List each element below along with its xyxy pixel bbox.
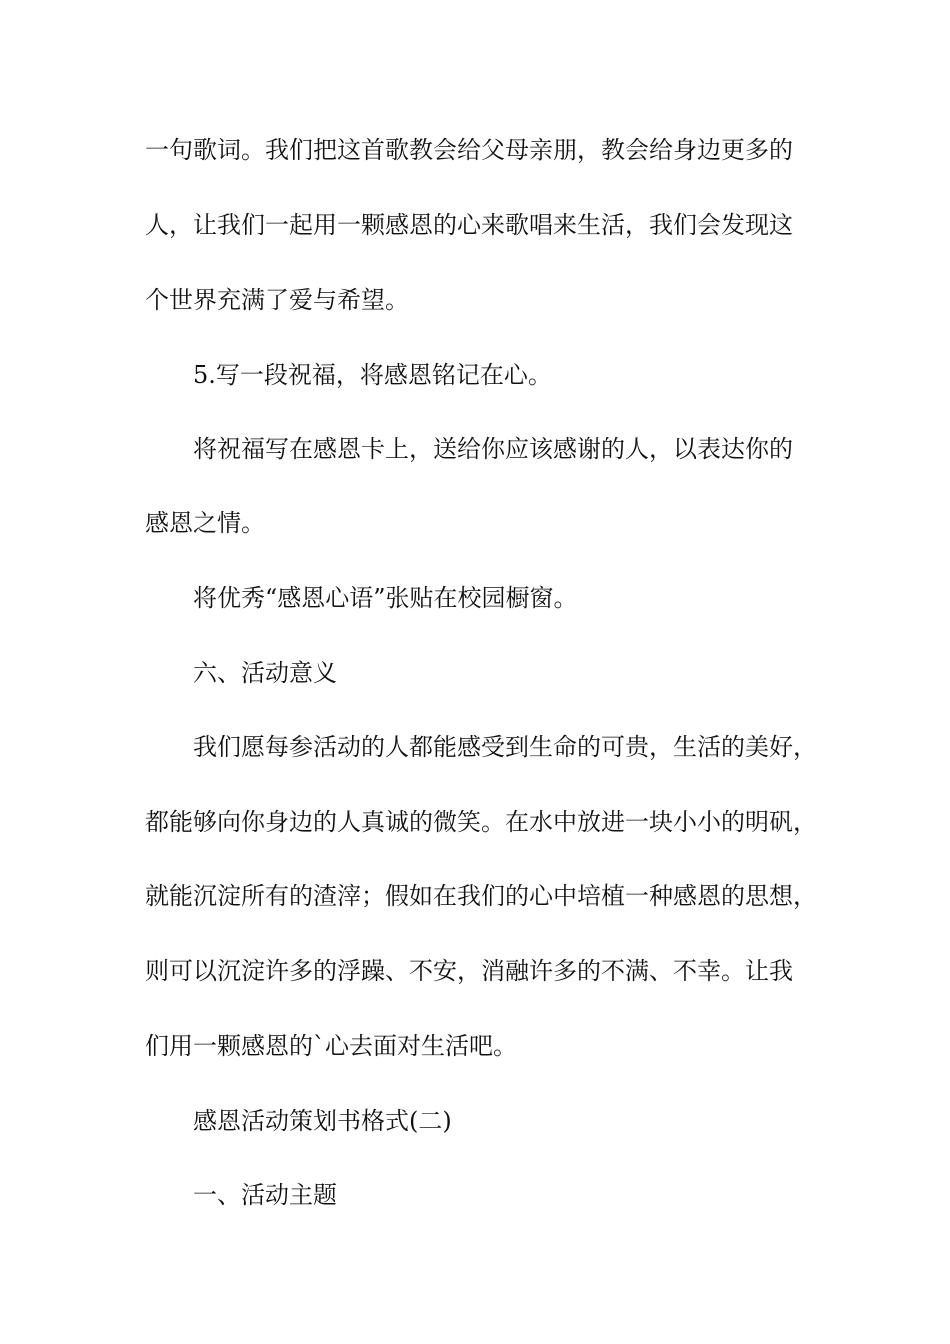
section-heading: 一、活动主题 <box>193 1181 337 1209</box>
section-item-heading: 5.写一段祝福，将感恩铭记在心。 <box>193 361 552 389</box>
paragraph-line: 我们愿每参活动的人都能感受到生命的可贵，生活的美好， <box>193 733 817 761</box>
paragraph-line: 将祝福写在感恩卡上，送给你应该感谢的人，以表达你的 <box>193 435 793 463</box>
paragraph-line: 一句歌词。我们把这首歌教会给父母亲朋，教会给身边更多的 <box>145 136 793 164</box>
paragraph-line: 都能够向你身边的人真诚的微笑。在水中放进一块小小的明矾， <box>145 808 817 836</box>
paragraph-line: 人，让我们一起用一颗感恩的心来歌唱来生活，我们会发现这 <box>145 211 793 239</box>
paragraph-line: 们用一颗感恩的`心去面对生活吧。 <box>145 1032 517 1060</box>
paragraph-line: 将优秀“感恩心语”张贴在校园橱窗。 <box>193 584 578 612</box>
paragraph-line: 则可以沉淀许多的浮躁、不安，消融许多的不满、不幸。让我 <box>145 957 793 985</box>
document-subtitle: 感恩活动策划书格式(二) <box>193 1107 452 1135</box>
paragraph-line: 就能沉淀所有的渣滓；假如在我们的心中培植一种感恩的思想， <box>145 882 817 910</box>
paragraph-line: 感恩之情。 <box>145 509 265 537</box>
paragraph-line: 个世界充满了爱与希望。 <box>145 286 409 314</box>
section-heading: 六、活动意义 <box>193 659 337 687</box>
